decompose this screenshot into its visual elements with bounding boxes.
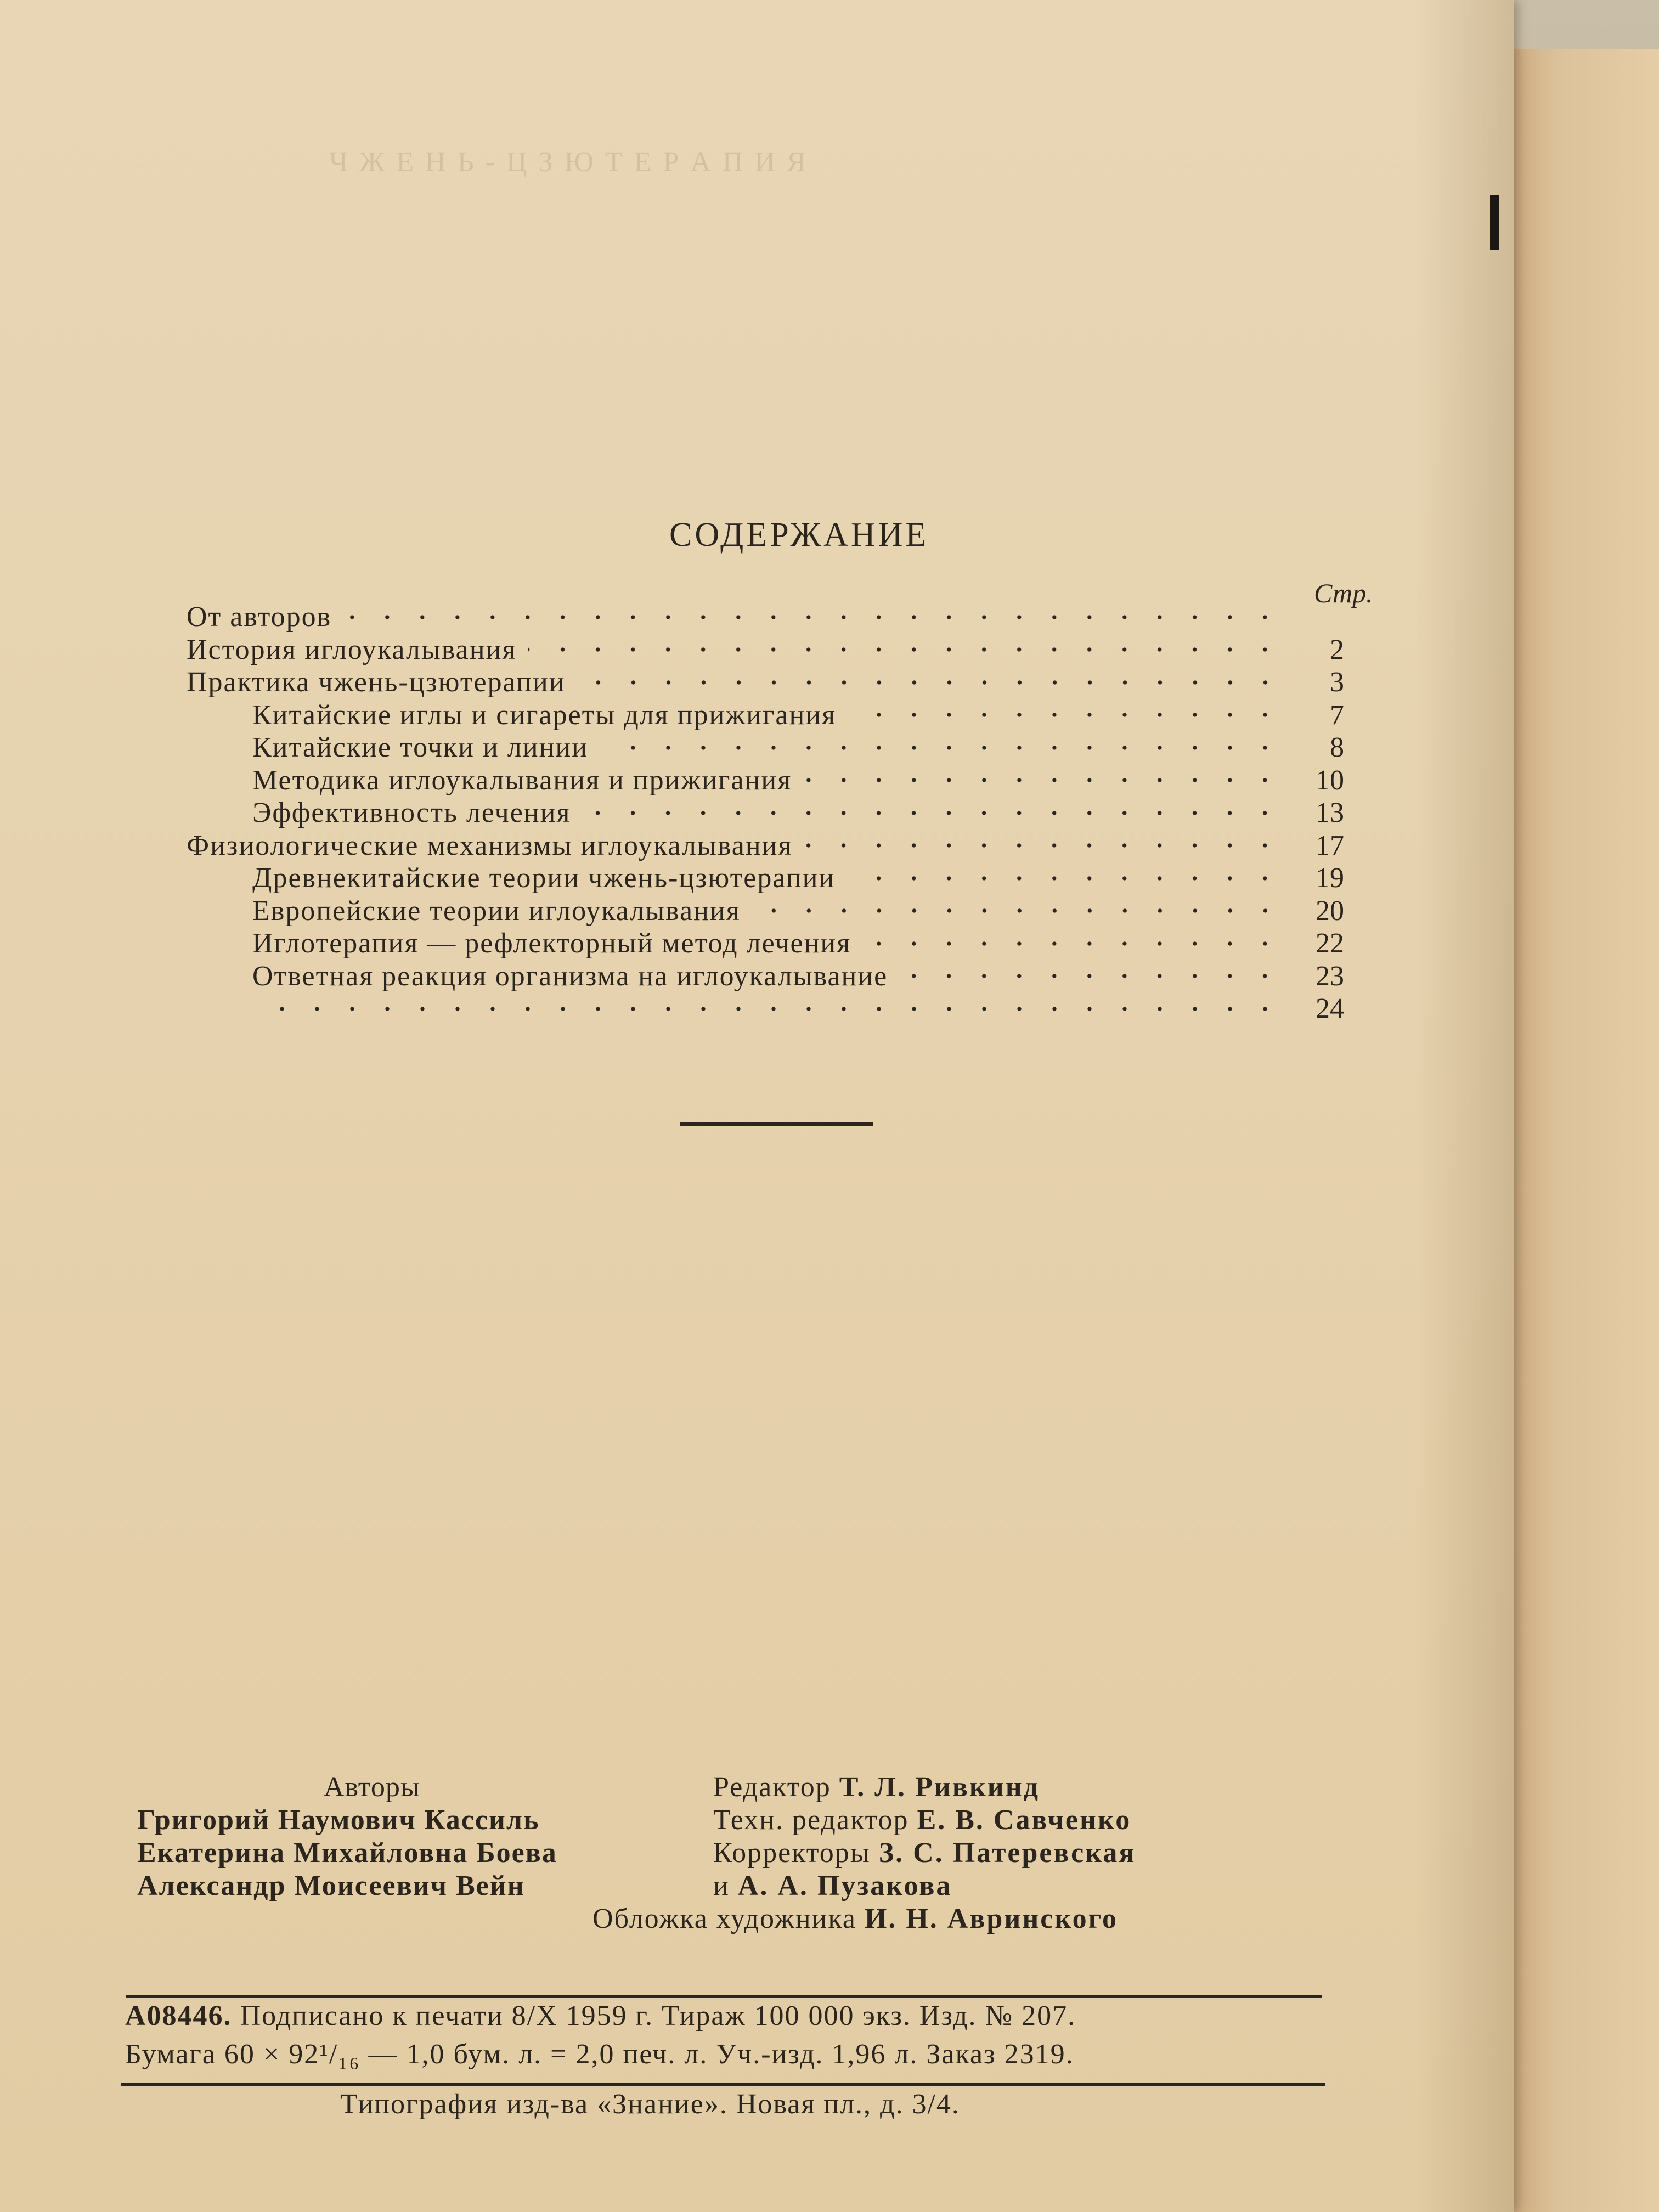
- toc-entry-title: Китайские точки и линии: [252, 732, 589, 763]
- author-name: Александр Моисеевич Вейн: [137, 1870, 525, 1901]
- bleed-through-line: [329, 222, 1262, 261]
- author-name: Григорий Наумович Кассиль: [137, 1804, 540, 1836]
- toc-entry-title: Европейские теории иглоукалывания: [252, 895, 741, 927]
- proofreader-name: А. А. Пузакова: [737, 1870, 952, 1901]
- printing-house: Типография изд-ва «Знание». Новая пл., д. 3/4.: [340, 2089, 960, 2120]
- section-divider: [680, 1122, 873, 1126]
- authors-block: [137, 1771, 741, 1903]
- toc-entry-title: Эффективность лечения: [252, 797, 571, 828]
- imprint-line-1: [125, 1997, 1332, 2035]
- cover-artist-line: [592, 1903, 1344, 1936]
- toc-entry-page: 7: [1330, 699, 1344, 731]
- toc-entry: [187, 895, 1344, 928]
- proofreader-name: З. С. Патеревская: [878, 1837, 1136, 1869]
- toc-entry-page: 20: [1316, 895, 1344, 927]
- toc-entry: [187, 797, 1344, 830]
- bleed-through-line: Ч Ж Е Н Ь - Ц З Ю Т Е Р А П И Я: [329, 146, 808, 178]
- authors-label: Авторы: [324, 1771, 420, 1803]
- bleed-through-line: [329, 459, 1262, 498]
- proofreaders-label: Корректоры: [713, 1837, 871, 1869]
- toc-entry: [187, 960, 1344, 993]
- toc-dot-leader: [863, 941, 1283, 946]
- toc-entry-page: 2: [1330, 634, 1344, 665]
- toc-dot-leader: [528, 647, 1283, 652]
- toc-entry-title: Ответная реакция организма на иглоукалывание: [252, 960, 888, 992]
- toc-entry: [187, 862, 1344, 895]
- toc-dot-leader: [804, 843, 1283, 848]
- adjacent-page: [1503, 49, 1659, 2212]
- page-gutter-shadow: [1415, 0, 1514, 2212]
- toc-entry: [187, 731, 1344, 764]
- toc-entry: [187, 699, 1344, 732]
- signature-mark: [1490, 195, 1499, 250]
- toc-page-column-label: Стр.: [1314, 578, 1373, 608]
- toc-entry-page: 22: [1316, 928, 1344, 959]
- cover-artist-name: И. Н. Авринского: [864, 1903, 1118, 1934]
- bleed-through-line: [329, 182, 1262, 222]
- tech-editor-name: Е. В. Савченко: [917, 1804, 1132, 1836]
- tech-editor-label: Техн. редактор: [713, 1804, 909, 1836]
- author-name: Екатерина Михайловна Боева: [137, 1837, 557, 1869]
- proofreaders-line-2: [713, 1870, 1344, 1903]
- bleed-through-line: [329, 261, 1262, 301]
- toc-entry-page: 24: [1316, 993, 1344, 1024]
- proofreader-conjunction: и: [713, 1870, 730, 1901]
- toc-entry-page: 10: [1316, 764, 1344, 796]
- proofreaders-line: [713, 1837, 1344, 1870]
- toc-dot-leader: [583, 810, 1283, 816]
- toc-entry-page: 17: [1316, 830, 1344, 861]
- toc-entry-title: Физиологические механизмы иглоукалывания: [187, 830, 793, 861]
- editorial-credits: [592, 1771, 1344, 1936]
- toc-dot-leader: [900, 973, 1283, 979]
- imprint-rule-bottom: [121, 2083, 1325, 2086]
- toc-entry-title: Методика иглоукалывания и прижигания: [252, 764, 792, 796]
- editor-name: Т. Л. Ривкинд: [839, 1771, 1040, 1803]
- toc-entry: [187, 634, 1344, 667]
- toc-entry-title: История иглоукалывания: [187, 634, 517, 665]
- bleed-through-line: [329, 380, 1262, 419]
- bleed-through-line: [329, 419, 1262, 459]
- tech-editor-line: [713, 1804, 1344, 1837]
- toc-entry-title: Иглотерапия — рефлекторный метод лечения: [252, 928, 851, 959]
- editor-label: Редактор: [713, 1771, 831, 1803]
- toc-entry-title: Древнекитайские теории чжень-цзютерапии: [252, 862, 836, 894]
- toc-dot-leader: [578, 680, 1283, 685]
- toc-dot-leader: [848, 712, 1283, 718]
- toc-entry: [187, 992, 1344, 1025]
- bleed-through-line: [329, 301, 1262, 340]
- imprint-signed: Подписано к печати 8/X 1959 г. Тираж 100 000 экз. Изд. № 207.: [240, 2000, 1076, 2032]
- toc-entry-page: 19: [1316, 862, 1344, 894]
- toc-entry-page: 3: [1330, 667, 1344, 698]
- imprint-block: [125, 1997, 1332, 2074]
- toc-dot-leader: [753, 908, 1283, 913]
- toc-dot-leader: [804, 777, 1283, 783]
- cover-label: Обложка художника: [592, 1903, 856, 1934]
- bleed-through-line: [329, 340, 1262, 380]
- toc-dot-leader: [600, 745, 1283, 751]
- toc-entry-title: Китайские иглы и сигареты для прижигания: [252, 699, 837, 731]
- toc-dot-leader: [264, 1006, 1283, 1012]
- toc-entry-title: Практика чжень-цзютерапии: [187, 667, 566, 698]
- toc-entry-title: От авторов: [187, 601, 332, 633]
- toc-entry: [187, 601, 1344, 634]
- bleed-through-text: [329, 143, 1262, 538]
- toc-entry-page: 23: [1316, 960, 1344, 992]
- table-of-contents: [187, 601, 1344, 1025]
- toc-entry: [187, 927, 1344, 960]
- imprint-line-2: Бумага 60 × 92¹/₁₆ — 1,0 бум. л. = 2,0 печ. л. Уч.-изд. 1,96 л. Заказ 2319.: [125, 2039, 1074, 2070]
- toc-entry-page: 8: [1330, 732, 1344, 763]
- order-code: А08446.: [125, 2000, 232, 2032]
- toc-entry: [187, 764, 1344, 797]
- toc-dot-leader: [343, 614, 1283, 620]
- toc-entry: [187, 830, 1344, 862]
- editor-line: [713, 1771, 1344, 1804]
- toc-dot-leader: [847, 876, 1283, 881]
- toc-title: СОДЕРЖАНИЕ: [669, 516, 929, 554]
- toc-entry: [187, 666, 1344, 699]
- toc-entry-page: 13: [1316, 797, 1344, 828]
